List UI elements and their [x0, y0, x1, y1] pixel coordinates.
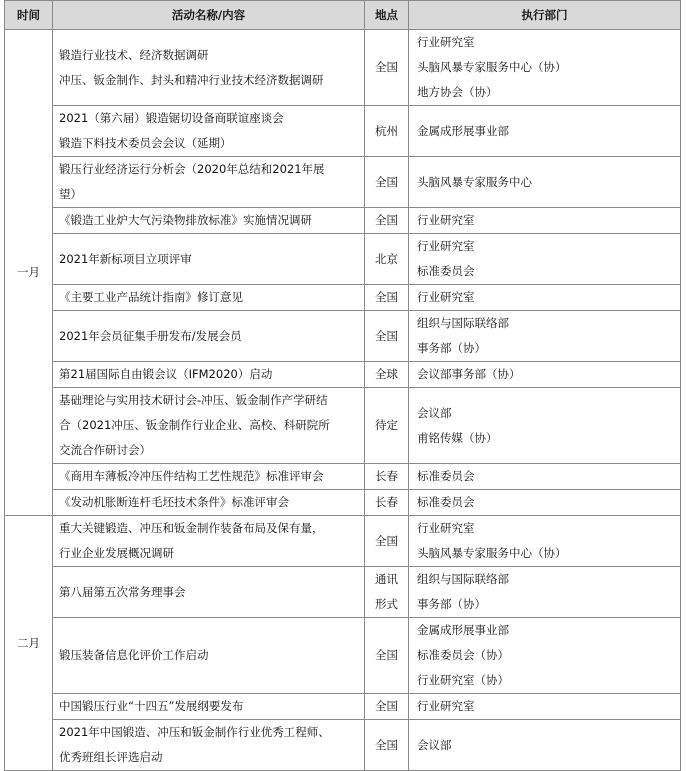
table-row — [5, 208, 681, 234]
header-time: 时间 — [5, 1, 53, 30]
cell-line: 甫铭传媒（协） — [417, 430, 498, 445]
cell-line: 会议部 — [417, 737, 452, 752]
cell-line: 形式 — [375, 597, 398, 611]
activity-cell — [53, 490, 365, 516]
cell-line: 2021（第六届）锻造锯切设备商联谊座谈会 — [59, 111, 284, 125]
location-cell — [365, 464, 409, 490]
header-activity: 活动名称/内容 — [53, 1, 365, 30]
cell-line: 交流合作研讨会） — [59, 443, 151, 457]
header-location: 地点 — [365, 1, 409, 30]
cell-line: 第八届第五次常务理事会 — [59, 584, 186, 599]
department-cell — [409, 30, 681, 106]
department-cell — [409, 388, 681, 464]
department-cell — [409, 516, 681, 567]
cell-line: 行业研究室 — [417, 213, 475, 227]
cell-line: 全国 — [375, 60, 398, 74]
activity-schedule-table — [4, 0, 681, 771]
table-row — [5, 285, 681, 311]
activity-cell — [53, 362, 365, 388]
activity-cell — [53, 694, 365, 720]
department-cell — [409, 490, 681, 516]
location-cell — [365, 106, 409, 157]
cell-line: 锻造下料技术委员会会议（延期） — [59, 136, 232, 150]
department-cell — [409, 618, 681, 694]
table-row — [5, 516, 681, 567]
activity-cell — [53, 208, 365, 234]
cell-line: 2021年中国锻造、冲压和钣金制作行业优秀工程师、 — [59, 725, 330, 739]
cell-line: 锻压行业经济运行分析会（2020年总结和2021年展 — [59, 162, 325, 176]
month-cell: 一月 — [5, 30, 53, 516]
cell-line: 锻压装备信息化评价工作启动 — [59, 648, 209, 662]
cell-line: 标准委员会（协） — [417, 648, 509, 662]
department-cell — [409, 285, 681, 311]
table-body — [5, 30, 681, 771]
cell-line: 望） — [59, 187, 82, 201]
department-cell — [409, 311, 681, 362]
location-cell — [365, 618, 409, 694]
cell-line: 全国 — [375, 174, 398, 189]
location-cell — [365, 720, 409, 771]
cell-line: 行业研究室 — [417, 290, 475, 304]
schedule-sheet — [4, 0, 681, 771]
table-row — [5, 694, 681, 720]
location-cell — [365, 388, 409, 464]
cell-line: 头脑风暴专家服务中心（协） — [417, 60, 567, 74]
header-row — [5, 1, 681, 30]
cell-line: 通讯 — [375, 572, 398, 586]
table-row — [5, 311, 681, 362]
table-row — [5, 106, 681, 157]
department-cell — [409, 362, 681, 388]
activity-cell — [53, 285, 365, 311]
location-cell — [365, 567, 409, 618]
cell-line: 2021年新标项目立项评审 — [59, 251, 192, 266]
cell-line: 组织与国际联络部 — [417, 572, 509, 586]
cell-line: 《发动机胀断连杆毛坯技术条件》标准评审会 — [59, 495, 289, 509]
table-row — [5, 362, 681, 388]
cell-line: 会议部事务部（协） — [417, 367, 521, 381]
location-cell — [365, 285, 409, 311]
cell-line: 锻造行业技术、经济数据调研 — [59, 47, 209, 62]
cell-line: 待定 — [375, 418, 398, 432]
table-row — [5, 618, 681, 694]
location-cell — [365, 362, 409, 388]
cell-line: 杭州 — [375, 123, 398, 138]
location-cell — [365, 30, 409, 106]
cell-line: 行业研究室 — [417, 239, 475, 253]
location-cell — [365, 516, 409, 567]
activity-cell — [53, 567, 365, 618]
cell-line: 中国锻压行业“十四五”发展纲要发布 — [59, 699, 244, 713]
department-cell — [409, 720, 681, 771]
activity-cell — [53, 516, 365, 567]
table-row — [5, 490, 681, 516]
table-row — [5, 567, 681, 618]
activity-cell — [53, 618, 365, 694]
location-cell — [365, 157, 409, 208]
cell-line: 长春 — [375, 469, 398, 483]
cell-line: 行业研究室 — [417, 521, 475, 535]
table-row — [5, 388, 681, 464]
cell-line: 《商用车薄板冷冲压件结构工艺性规范》标准评审会 — [59, 469, 324, 483]
cell-line: 《锻造工业炉大气污染物排放标准》实施情况调研 — [59, 213, 312, 227]
cell-line: 行业企业发展概况调研 — [59, 546, 174, 560]
location-cell — [365, 694, 409, 720]
location-cell — [365, 311, 409, 362]
department-cell — [409, 234, 681, 285]
cell-line: 组织与国际联络部 — [417, 316, 509, 330]
activity-cell — [53, 464, 365, 490]
table-header — [5, 1, 681, 30]
cell-line: 冲压、钣金制作、封头和精冲行业技术经济数据调研 — [59, 72, 324, 87]
cell-line: 合（2021冲压、钣金制作行业企业、高校、科研院所 — [59, 418, 330, 432]
cell-line: 事务部（协） — [417, 597, 486, 611]
cell-line: 金属成形展事业部 — [417, 623, 509, 637]
table-row — [5, 30, 681, 106]
cell-line: 标准委员会 — [417, 264, 475, 278]
activity-cell — [53, 311, 365, 362]
cell-line: 全国 — [375, 213, 398, 227]
table-row — [5, 234, 681, 285]
cell-line: 全国 — [375, 737, 398, 752]
cell-line: 《主要工业产品统计指南》修订意见 — [59, 290, 243, 304]
location-cell — [365, 208, 409, 234]
location-cell — [365, 490, 409, 516]
cell-line: 金属成形展事业部 — [417, 123, 509, 138]
department-cell — [409, 567, 681, 618]
cell-line: 全国 — [375, 328, 398, 343]
department-cell — [409, 157, 681, 208]
cell-line: 头脑风暴专家服务中心 — [417, 174, 532, 189]
cell-line: 第21届国际自由锻会议（IFM2020）启动 — [59, 367, 273, 381]
cell-line: 长春 — [375, 495, 398, 509]
location-cell — [365, 234, 409, 285]
cell-line: 2021年会员征集手册发布/发展会员 — [59, 328, 242, 343]
cell-line: 全国 — [375, 648, 398, 662]
table-row — [5, 720, 681, 771]
cell-line: 全国 — [375, 533, 398, 548]
cell-line: 标准委员会 — [417, 495, 475, 509]
department-cell — [409, 106, 681, 157]
department-cell — [409, 208, 681, 234]
activity-cell — [53, 388, 365, 464]
cell-line: 标准委员会 — [417, 469, 475, 483]
activity-cell — [53, 106, 365, 157]
department-cell — [409, 694, 681, 720]
cell-line: 全国 — [375, 699, 398, 713]
activity-cell — [53, 234, 365, 285]
cell-line: 重大关键锻造、冲压和钣金制作装备布局及保有量， — [59, 521, 324, 535]
department-cell — [409, 464, 681, 490]
cell-line: 北京 — [375, 251, 398, 266]
cell-line: 全国 — [375, 290, 398, 304]
cell-line: 基础理论与实用技术研讨会-冲压、钣金制作产学研结 — [59, 393, 328, 407]
cell-line: 行业研究室 — [417, 699, 475, 713]
header-department: 执行部门 — [409, 1, 681, 30]
cell-line: 地方协会（协） — [417, 85, 498, 99]
cell-line: 事务部（协） — [417, 341, 486, 355]
table-row — [5, 464, 681, 490]
cell-line: 优秀班组长评选启动 — [59, 750, 163, 764]
activity-cell — [53, 30, 365, 106]
cell-line: 会议部 — [417, 405, 452, 420]
activity-cell — [53, 720, 365, 771]
activity-cell — [53, 157, 365, 208]
cell-line: 行业研究室 — [417, 35, 475, 49]
cell-line: 行业研究室（协） — [417, 673, 509, 687]
cell-line: 全球 — [375, 367, 398, 381]
month-cell: 二月 — [5, 516, 53, 771]
table-row — [5, 157, 681, 208]
cell-line: 头脑风暴专家服务中心（协） — [417, 546, 567, 560]
